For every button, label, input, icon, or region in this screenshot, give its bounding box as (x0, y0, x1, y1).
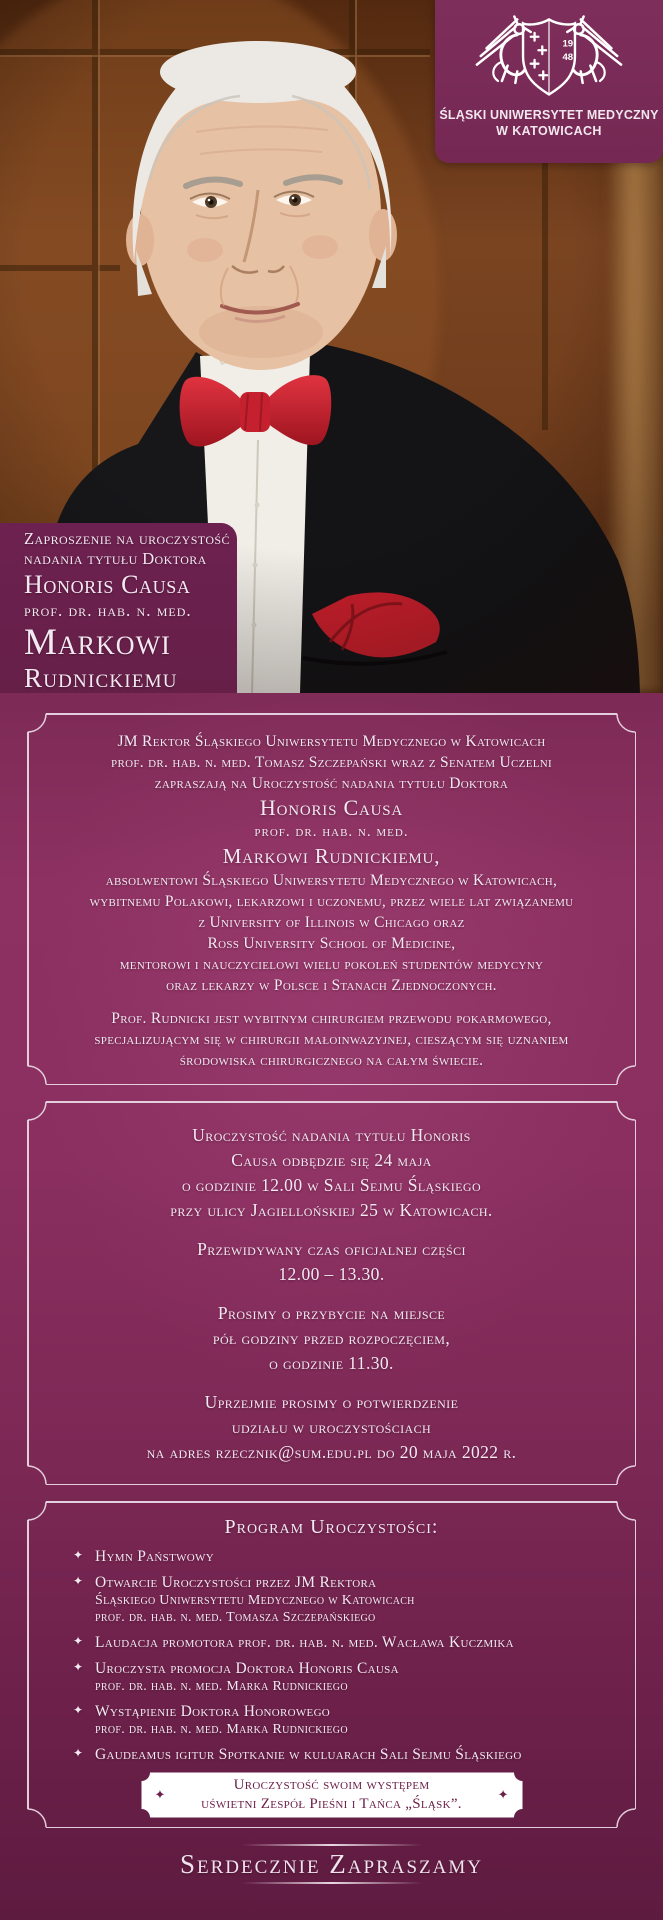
schedule-line: przy ulicy Jagiellońskiej 25 w Katowicach. (170, 1200, 493, 1220)
frame-edge (46, 1827, 617, 1829)
diamond-bullet-icon: ✦ (73, 1660, 84, 1674)
rsvp-line: udziału w uroczystościach (231, 1417, 432, 1437)
honoree-name-line: Markowi Rudnickiemu, (222, 844, 441, 868)
diamond-icon: ✦ (154, 1787, 166, 1802)
details-card (27, 1101, 636, 1485)
bio-line: środowiska chirurgicznego na całym świecie. (179, 1052, 484, 1069)
program-item (73, 1702, 618, 1738)
invitation-line: zapraszają na Uroczystość nadania tytułu Doktora (154, 775, 509, 792)
closing-section (0, 1830, 663, 1920)
frame-edge (635, 1120, 637, 1466)
title-ribbon (0, 523, 237, 693)
program-item-subline: prof. dr. hab. n. med. Marka Rudnickiego (95, 1679, 348, 1694)
ensemble-line: Uroczystość swoim występem (233, 1777, 430, 1793)
invitation-line: JM Rektor Śląskiego Uniwersytetu Medycznego w Katowicach (117, 733, 546, 750)
invitation-line: z University of Illinois w Chicago oraz (198, 914, 465, 931)
crest-year-bottom: 48 (562, 51, 574, 63)
frame-edge (46, 713, 617, 715)
invitation-line: wybitnemu Polakowi, lekarzowi i uczonemu, przez wiele lat związanemu (89, 893, 574, 910)
diamond-bullet-icon: ✦ (73, 1634, 84, 1648)
frame-edge (46, 1084, 617, 1086)
crest-year-top: 19 (562, 38, 574, 50)
diamond-bullet-icon: ✦ (73, 1574, 84, 1588)
university-name: ŚLĄSKI UNIWERSYTET MEDYCZNY (439, 108, 659, 122)
frame-corner (616, 1101, 636, 1121)
frame-edge (46, 1101, 617, 1103)
schedule-line: o godzinie 11.30. (269, 1353, 394, 1373)
program-item (73, 1745, 618, 1764)
program-item-subline: prof. dr. hab. n. med. Tomasza Szczepańskiego (95, 1610, 376, 1625)
frame-edge (46, 1501, 617, 1503)
program-card (27, 1501, 636, 1828)
ensemble-line: uświetni Zespół Pieśni i Tańca „Śląsk”. (201, 1796, 462, 1812)
rsvp-line: Uprzejmie prosimy o potwierdzenie (204, 1392, 459, 1412)
schedule-line: pół godziny przed rozpoczęciem, (212, 1328, 451, 1348)
university-badge (435, 0, 663, 163)
university-crest-icon (464, 6, 634, 106)
university-city: W KATOWICACH (496, 124, 602, 138)
titles-line: prof. dr. hab. n. med. (254, 824, 409, 840)
program-item-line: Laudacja promotora prof. dr. hab. n. med. Wacława Kuczmika (95, 1634, 514, 1651)
frame-corner (27, 713, 47, 733)
ribbon-titles: prof. dr. hab. n. med. (24, 601, 192, 620)
frame-corner (616, 1808, 636, 1828)
portrait-photo (0, 0, 663, 693)
frame-corner (27, 1065, 47, 1085)
program-item-line: Otwarcie Uroczystości przez JM Rektora (95, 1574, 377, 1591)
diamond-bullet-icon: ✦ (73, 1746, 84, 1760)
schedule-line: 12.00 – 13.30. (278, 1264, 385, 1284)
ensemble-note (141, 1772, 523, 1818)
frame-corner (27, 1465, 47, 1485)
rsvp-email-line: na adres rzecznik@sum.edu.pl do 20 maja 2022 r. (146, 1442, 517, 1462)
ribbon-line: nadania tytułu Doktora (24, 549, 207, 568)
program-item-line: Uroczysta promocja Doktora Honoris Causa (95, 1660, 399, 1677)
program-item (73, 1547, 618, 1566)
frame-edge (635, 1520, 637, 1809)
frame-edge (46, 1484, 617, 1486)
bio-line: specjalizującym się w chirurgii małoinwazyjnej, cieszącym się uznaniem (94, 1031, 569, 1048)
frame-corner (616, 1465, 636, 1485)
program-item-line: Gaudeamus igitur Spotkanie w kuluarach Sali Sejmu Śląskiego (95, 1746, 522, 1763)
frame-edge (27, 1520, 29, 1809)
program-item (73, 1659, 618, 1695)
frame-corner (27, 1808, 47, 1828)
schedule-line: Przewidywany czas oficjalnej części (197, 1239, 466, 1259)
program-item (73, 1633, 618, 1652)
invitation-card (27, 713, 636, 1085)
closing-text: Serdecznie Zapraszamy (180, 1849, 483, 1879)
invitation-line: oraz lekarzy w Polsce i Stanach Zjednoczonych. (166, 977, 497, 994)
program-item-line: Wystąpienie Doktora Honorowego (95, 1703, 331, 1720)
schedule-line: Prosimy o przybycie na miejsce (217, 1303, 446, 1323)
frame-corner (27, 1101, 47, 1121)
schedule-line: Causa odbędzie się 24 maja (231, 1150, 432, 1170)
program-item-subline: Śląskiego Uniwersytetu Medycznego w Katowicach (95, 1593, 415, 1608)
frame-edge (635, 732, 637, 1066)
invitation-line: absolwentowi Śląskiego Uniwersytetu Medycznego w Katowicach, (105, 872, 558, 889)
program-title: Program Uroczystości: (224, 1516, 439, 1538)
ribbon-last-name: Rudnickiemu (24, 663, 178, 693)
frame-edge (27, 732, 29, 1066)
invitation-line: prof. dr. hab. n. med. Tomasz Szczepański wraz z Senatem Uczelni (111, 754, 552, 771)
frame-corner (616, 1065, 636, 1085)
divider-line (242, 1882, 422, 1884)
ribbon-line: Zaproszenie na uroczystość (24, 529, 230, 548)
diamond-icon: ✦ (497, 1787, 509, 1802)
program-item-subline: prof. dr. hab. n. med. Marka Rudnickiego (95, 1722, 348, 1737)
program-list (41, 1547, 622, 1764)
invitation-line: Ross University School of Medicine, (207, 935, 456, 952)
diamond-bullet-icon: ✦ (73, 1548, 84, 1562)
bio-line: Prof. Rudnicki jest wybitnym chirurgiem przewodu pokarmowego, (111, 1010, 552, 1027)
diamond-bullet-icon: ✦ (73, 1703, 84, 1717)
ribbon-honoris-causa: Honoris Causa (24, 570, 191, 599)
frame-corner (616, 713, 636, 733)
frame-corner (616, 1501, 636, 1521)
ribbon-first-name: Markowi (24, 622, 171, 663)
program-item-line: Hymn Państwowy (95, 1548, 214, 1565)
schedule-line: Uroczystość nadania tytułu Honoris (192, 1125, 471, 1145)
honoris-causa-line: Honoris Causa (259, 795, 404, 820)
frame-edge (27, 1120, 29, 1466)
invitation-line: mentorowi i nauczycielowi wielu pokoleń studentów medycyny (119, 956, 544, 973)
frame-corner (27, 1501, 47, 1521)
program-item (73, 1573, 618, 1626)
content-area (0, 693, 663, 1920)
schedule-line: o godzinie 12.00 w Sali Sejmu Śląskiego (181, 1175, 482, 1195)
